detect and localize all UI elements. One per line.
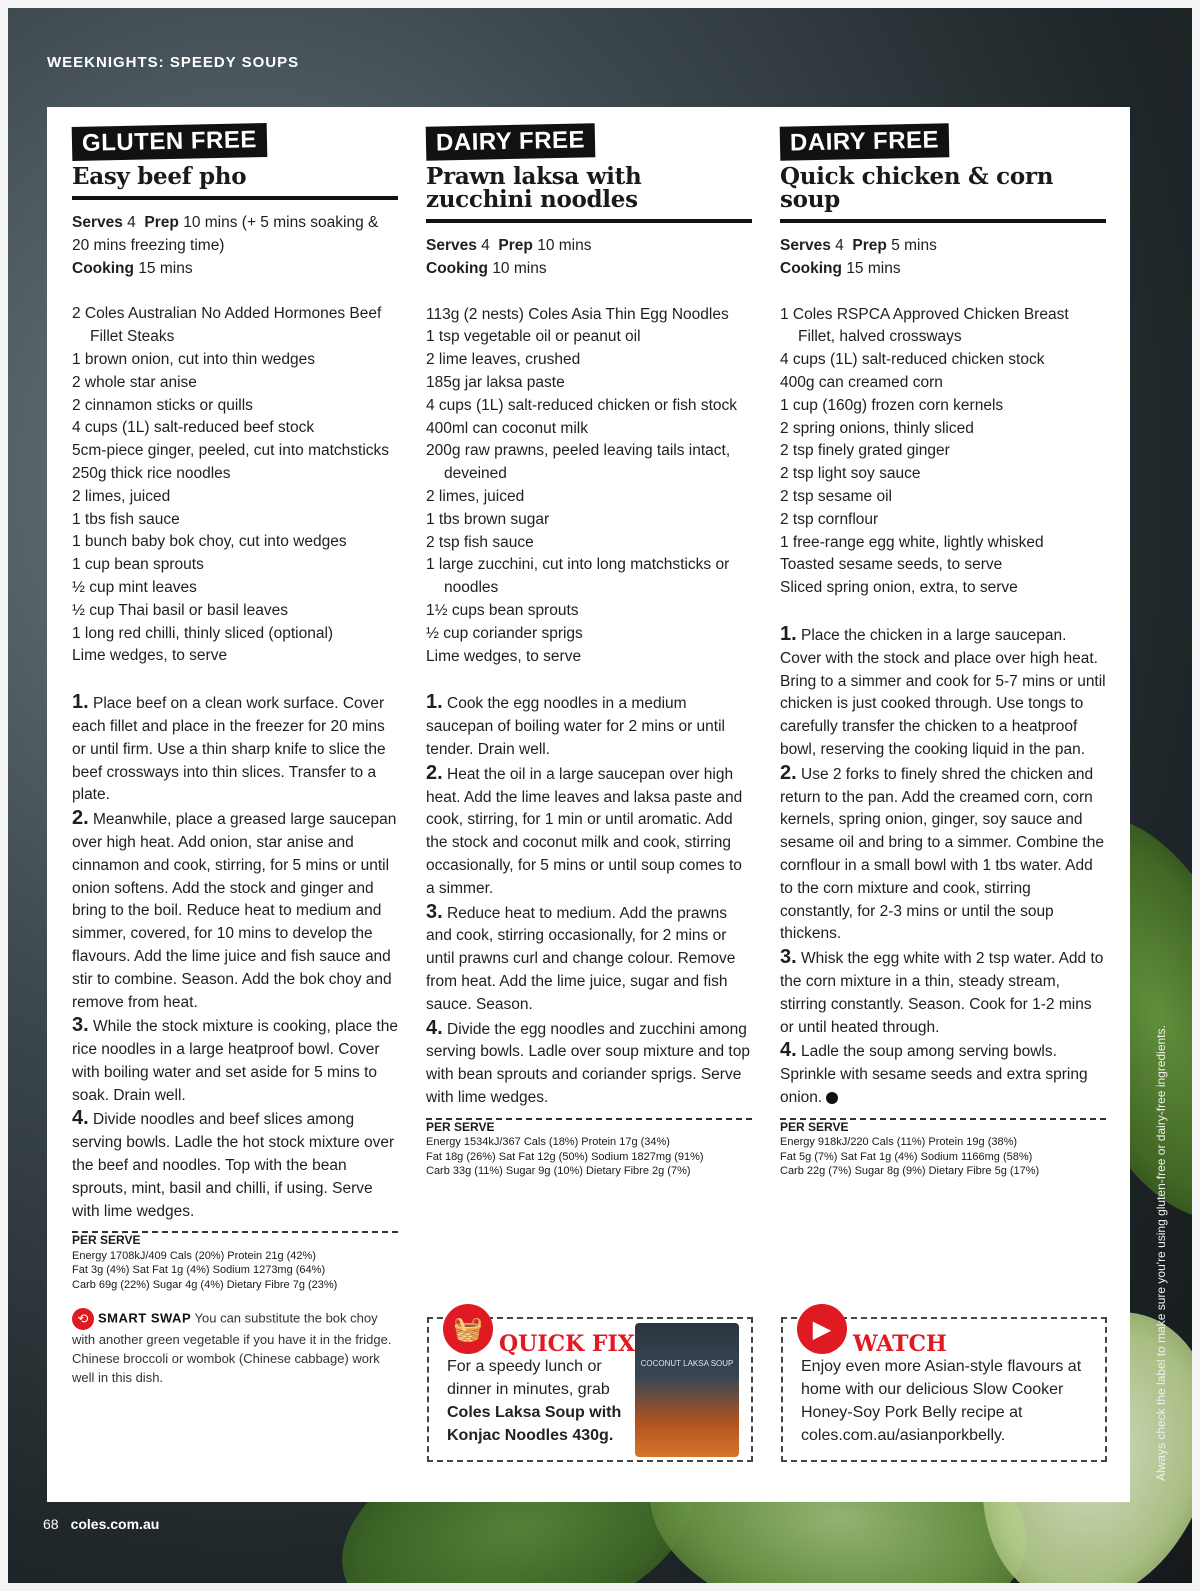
method-list	[72, 691, 398, 1223]
nutrition-panel	[426, 1118, 752, 1179]
ingredient-list	[72, 303, 398, 668]
prep-value: 10 mins (+ 5 mins soaking & 20 mins freezing time)	[72, 214, 379, 254]
prep-value: 10 mins	[537, 237, 592, 254]
step-text: Whisk the egg white with 2 tsp water. Add to the corn mixture in a thin, steady stream, stirring constantly. Season. Cook for 1-2 mins or until heated through.	[780, 950, 1104, 1036]
nutrition-panel	[72, 1231, 398, 1292]
ingredient-item: 2 tsp sesame oil	[780, 487, 892, 505]
ingredient-item: 2 cinnamon sticks or quills	[72, 396, 253, 414]
ingredient-item: 400ml can coconut milk	[426, 419, 588, 437]
recipe-title: Quick chicken & corn soup	[780, 163, 1054, 213]
step-text: Heat the oil in a large saucepan over high heat. Add the lime leaves and laksa paste and cook, stirring, for 1 min or until aromatic. Add the stock and coconut milk and cook, stirring occasionally, for 5 mins or until soup comes to a simmer.	[426, 765, 743, 897]
prep-label: Prep	[144, 214, 179, 231]
end-mark-icon	[826, 1092, 838, 1104]
recipe-column-2	[426, 125, 752, 1179]
ingredient-item: ½ cup coriander sprigs	[426, 624, 583, 642]
ingredient-item: 2 tsp cornflour	[780, 510, 879, 528]
step-number: 1.	[426, 691, 443, 714]
ingredient-item: 4 cups (1L) salt-reduced beef stock	[72, 419, 315, 437]
step-number: 4.	[780, 1039, 797, 1062]
side-note: Always check the label to make sure you're using gluten-free or dairy-free ingredients.	[1154, 1025, 1168, 1481]
ingredient-item: Toasted sesame seeds, to serve	[780, 556, 1003, 574]
step-number: 4.	[72, 1107, 89, 1130]
serves-label: Serves	[426, 237, 477, 254]
serves-value: 4	[835, 237, 844, 254]
step-text: Place beef on a clean work surface. Cover each fillet and place in the freezer for 20 mins or until firm. Use a thin sharp knife to slice the beef crossways into thin slices. Transfer to a plate.	[72, 695, 386, 804]
step-number: 2.	[426, 761, 443, 784]
method-list	[426, 691, 752, 1109]
cooking-value: 10 mins	[492, 259, 547, 277]
ingredient-item: 1 tbs brown sugar	[426, 510, 550, 528]
ingredient-item: 1 cup bean sprouts	[72, 556, 204, 574]
ingredient-list	[426, 304, 752, 669]
ingredient-item: 400g can creamed corn	[780, 373, 943, 391]
ingredient-item: 1 brown onion, cut into thin wedges	[72, 350, 315, 368]
ingredient-item: 113g (2 nests) Coles Asia Thin Egg Noodles	[426, 305, 729, 323]
step-text: Reduce heat to medium. Add the prawns and cook, stirring occasionally, for 2 mins or until prawns curl and change colour. Remove from heat. Add the lime juice, sugar and fish sauce. Season.	[426, 904, 736, 1013]
serves-value: 4	[127, 214, 136, 231]
ingredient-item: 250g thick rice noodles	[72, 464, 231, 482]
ingredient-item: 2 whole star anise	[72, 373, 197, 391]
serves-value: 4	[481, 237, 490, 254]
recipe-title: Easy beef pho	[72, 163, 247, 190]
ingredient-item: 185g jar laksa paste	[426, 373, 565, 391]
step-number: 3.	[780, 946, 797, 969]
ingredient-item: 4 cups (1L) salt-reduced chicken stock	[780, 351, 1045, 369]
recipe-column-3	[780, 125, 1106, 1179]
ingredient-item: ½ cup Thai basil or basil leaves	[72, 601, 288, 619]
prep-label: Prep	[498, 237, 533, 254]
title-divider	[72, 196, 398, 200]
ingredient-item: 1 cup (160g) frozen corn kernels	[780, 396, 1004, 414]
ingredient-item: 1 free-range egg white, lightly whisked	[780, 533, 1044, 551]
watch-box	[781, 1317, 1107, 1462]
step-text: Use 2 forks to finely shred the chicken and return to the pan. Add the creamed corn, corn kernels, spring onion, ginger, soy sauce and sesame oil and bring to a simmer. Combine the cornflour in a small bowl with 1 tbs water. Add to the corn mixture and cook, stirring constantly, for 2-3 mins or until the soup thickens.	[780, 765, 1104, 943]
step-number: 2.	[72, 807, 89, 830]
ingredient-item: 2 spring onions, thinly sliced	[780, 419, 974, 437]
title-divider	[426, 219, 752, 223]
step-number: 3.	[72, 1014, 89, 1037]
ingredient-item: Lime wedges, to serve	[72, 647, 228, 665]
section-label: WEEKNIGHTS: SPEEDY SOUPS	[47, 54, 300, 71]
recipe-meta	[780, 235, 1106, 281]
nutrition-line: Energy 1708kJ/409 Cals (20%) Protein 21g (42%)	[72, 1249, 316, 1262]
method-list	[780, 623, 1106, 1110]
ingredient-item: 200g raw prawns, peeled leaving tails intact, deveined	[426, 442, 731, 483]
quick-fix-body: For a speedy lunch or dinner in minutes, grab	[447, 1358, 610, 1398]
ingredient-item: 1½ cups bean sprouts	[426, 601, 579, 619]
per-serve-label: PER SERVE	[780, 1120, 852, 1135]
method-step	[426, 762, 752, 901]
ingredient-item: 2 tsp light soy sauce	[780, 465, 921, 483]
ingredient-item: 4 cups (1L) salt-reduced chicken or fish stock	[426, 396, 737, 414]
pack-label: COCONUT LAKSA SOUP	[640, 1359, 734, 1368]
page-number: 68	[43, 1516, 59, 1532]
ingredient-item: 2 lime leaves, crushed	[426, 351, 581, 369]
product-pack-image	[635, 1323, 739, 1457]
ingredient-item: 2 Coles Australian No Added Hormones Beef Fillet Steaks	[72, 305, 382, 346]
serves-label: Serves	[780, 237, 831, 254]
ingredient-item: 1 tsp vegetable oil or peanut oil	[426, 328, 641, 346]
cooking-label: Cooking	[426, 259, 488, 277]
ingredient-item: 2 limes, juiced	[426, 487, 525, 505]
step-text: Ladle the soup among serving bowls. Sprinkle with sesame seeds and extra spring onion.	[780, 1043, 1088, 1106]
step-number: 4.	[426, 1016, 443, 1039]
prep-value: 5 mins	[891, 237, 937, 254]
step-number: 3.	[426, 900, 443, 923]
method-step	[780, 762, 1106, 946]
nutrition-panel	[780, 1118, 1106, 1179]
method-step	[780, 623, 1106, 762]
title-divider	[780, 219, 1106, 223]
method-step	[72, 1014, 398, 1107]
cooking-value: 15 mins	[138, 259, 193, 277]
recipe-tag: DAIRY FREE	[780, 123, 950, 161]
per-serve-label: PER SERVE	[426, 1120, 498, 1135]
step-text: Divide the egg noodles and zucchini among serving bowls. Ladle over soup mixture and top with bean sprouts and coriander sprigs. Serve with lime wedges.	[426, 1020, 750, 1106]
step-text: Divide noodles and beef slices among serving bowls. Ladle the hot stock mixture over the beef and noodles. Top with the bean sprouts, mint, basil and chilli, if using. Serve with lime wedges.	[72, 1111, 395, 1220]
recipe-meta	[426, 235, 752, 281]
nutrition-line: Fat 3g (4%) Sat Fat 1g (4%) Sodium 1273mg (64%)	[72, 1264, 326, 1277]
step-text: While the stock mixture is cooking, place the rice noodles in a large heatproof bowl. Cover with boiling water and set aside for 5 mins to soak. Drain well.	[72, 1018, 398, 1104]
step-number: 2.	[780, 761, 797, 784]
cooking-label: Cooking	[72, 259, 134, 277]
smart-swap	[72, 1308, 398, 1387]
cooking-value: 15 mins	[846, 259, 901, 277]
ingredient-item: ½ cup mint leaves	[72, 578, 197, 596]
nutrition-line: Carb 33g (11%) Sugar 9g (10%) Dietary Fibre 2g (7%)	[426, 1165, 691, 1178]
swap-icon: ⟲	[72, 1308, 94, 1330]
method-step	[780, 1039, 1106, 1109]
method-step	[426, 691, 752, 761]
nutrition-lines	[426, 1135, 752, 1179]
step-text: Cook the egg noodles in a medium saucepan of boiling water for 2 mins or until tender. Drain well.	[426, 695, 725, 758]
basket-icon: 🧺	[443, 1304, 493, 1354]
nutrition-line: Energy 918kJ/220 Cals (11%) Protein 19g (38%)	[780, 1136, 1018, 1149]
nutrition-line: Energy 1534kJ/367 Cals (18%) Protein 17g (34%)	[426, 1136, 670, 1149]
nutrition-line: Fat 5g (7%) Sat Fat 1g (4%) Sodium 1166mg (58%)	[780, 1150, 1033, 1163]
ingredient-item: 1 tbs fish sauce	[72, 510, 180, 528]
page-footer	[43, 1516, 159, 1532]
recipe-card	[47, 107, 1130, 1502]
method-step	[426, 901, 752, 1017]
quick-fix-box	[427, 1317, 753, 1462]
ingredient-item: Lime wedges, to serve	[426, 647, 582, 665]
ingredient-item: Sliced spring onion, extra, to serve	[780, 579, 1018, 597]
prep-label: Prep	[852, 237, 887, 254]
recipe-tag: DAIRY FREE	[426, 123, 596, 161]
method-step	[72, 1107, 398, 1223]
step-text: Meanwhile, place a greased large saucepan over high heat. Add onion, star anise and cinnamon and cook, stirring, for 5 mins or until onion softens. Add the stock and ginger and bring to the boil. Reduce heat to medium and simmer, covered, for 10 mins to develop the flavours. Add the lime juice and fish sauce and stir to combine. Season. Add the bok choy and remove from heat.	[72, 811, 397, 1011]
ingredient-item: 2 tsp fish sauce	[426, 533, 534, 551]
ingredient-item: 1 bunch baby bok choy, cut into wedges	[72, 533, 347, 551]
method-step	[72, 691, 398, 807]
nutrition-lines	[780, 1135, 1106, 1179]
step-number: 1.	[72, 691, 89, 714]
watch-text: Enjoy even more Asian-style flavours at home with our delicious Slow Cooker Honey-Soy Pork Belly recipe at coles.com.au/asianporkbelly.	[801, 1358, 1082, 1444]
step-number: 1.	[780, 622, 797, 645]
nutrition-line: Fat 18g (26%) Sat Fat 12g (50%) Sodium 1827mg (91%)	[426, 1150, 704, 1163]
ingredient-item: 1 Coles RSPCA Approved Chicken Breast Fillet, halved crossways	[780, 305, 1069, 346]
ingredient-item: 5cm-piece ginger, peeled, cut into matchsticks	[72, 442, 390, 460]
ingredient-item: 2 tsp finely grated ginger	[780, 442, 950, 460]
recipe-title: Prawn laksa with zucchini noodles	[426, 163, 642, 213]
ingredient-item: 2 limes, juiced	[72, 487, 171, 505]
nutrition-lines	[72, 1249, 398, 1293]
play-icon[interactable]: ▶	[797, 1304, 847, 1354]
recipe-tag: GLUTEN FREE	[72, 123, 268, 161]
nutrition-line: Carb 22g (7%) Sugar 8g (9%) Dietary Fibre 5g (17%)	[780, 1165, 1040, 1178]
method-step	[426, 1017, 752, 1110]
footer-site[interactable]: coles.com.au	[70, 1516, 160, 1532]
smart-swap-text: You can substitute the bok choy with another green vegetable if you have it in the fridge. Chinese broccoli or wombok (Chinese cabbage) work well in this dish.	[72, 1310, 392, 1386]
smart-swap-title: SMART SWAP	[98, 1310, 192, 1326]
nutrition-line: Carb 69g (22%) Sugar 4g (4%) Dietary Fibre 7g (23%)	[72, 1278, 338, 1291]
method-step	[780, 946, 1106, 1039]
step-text: Place the chicken in a large saucepan. Cover with the stock and place over high heat. Bring to a simmer and cook for 5-7 mins or until chicken is just cooked through. Use tongs to carefully transfer the chicken to a heatproof bowl, reserving the cooking liquid in the pan.	[780, 626, 1106, 758]
per-serve-label: PER SERVE	[72, 1233, 144, 1248]
quick-fix-text	[447, 1355, 647, 1447]
watch-title: WATCH	[853, 1331, 947, 1357]
ingredient-list	[780, 304, 1106, 600]
recipe-meta	[72, 212, 398, 280]
quick-fix-product: Coles Laksa Soup with Konjac Noodles 430g.	[447, 1404, 622, 1444]
recipe-column-1	[72, 125, 398, 1387]
serves-label: Serves	[72, 214, 123, 231]
cooking-label: Cooking	[780, 259, 842, 277]
ingredient-item: 1 large zucchini, cut into long matchsticks or noodles	[426, 556, 730, 597]
method-step	[72, 807, 398, 1014]
quick-fix-title: QUICK FIX	[499, 1331, 635, 1357]
ingredient-item: 1 long red chilli, thinly sliced (optional)	[72, 624, 334, 642]
